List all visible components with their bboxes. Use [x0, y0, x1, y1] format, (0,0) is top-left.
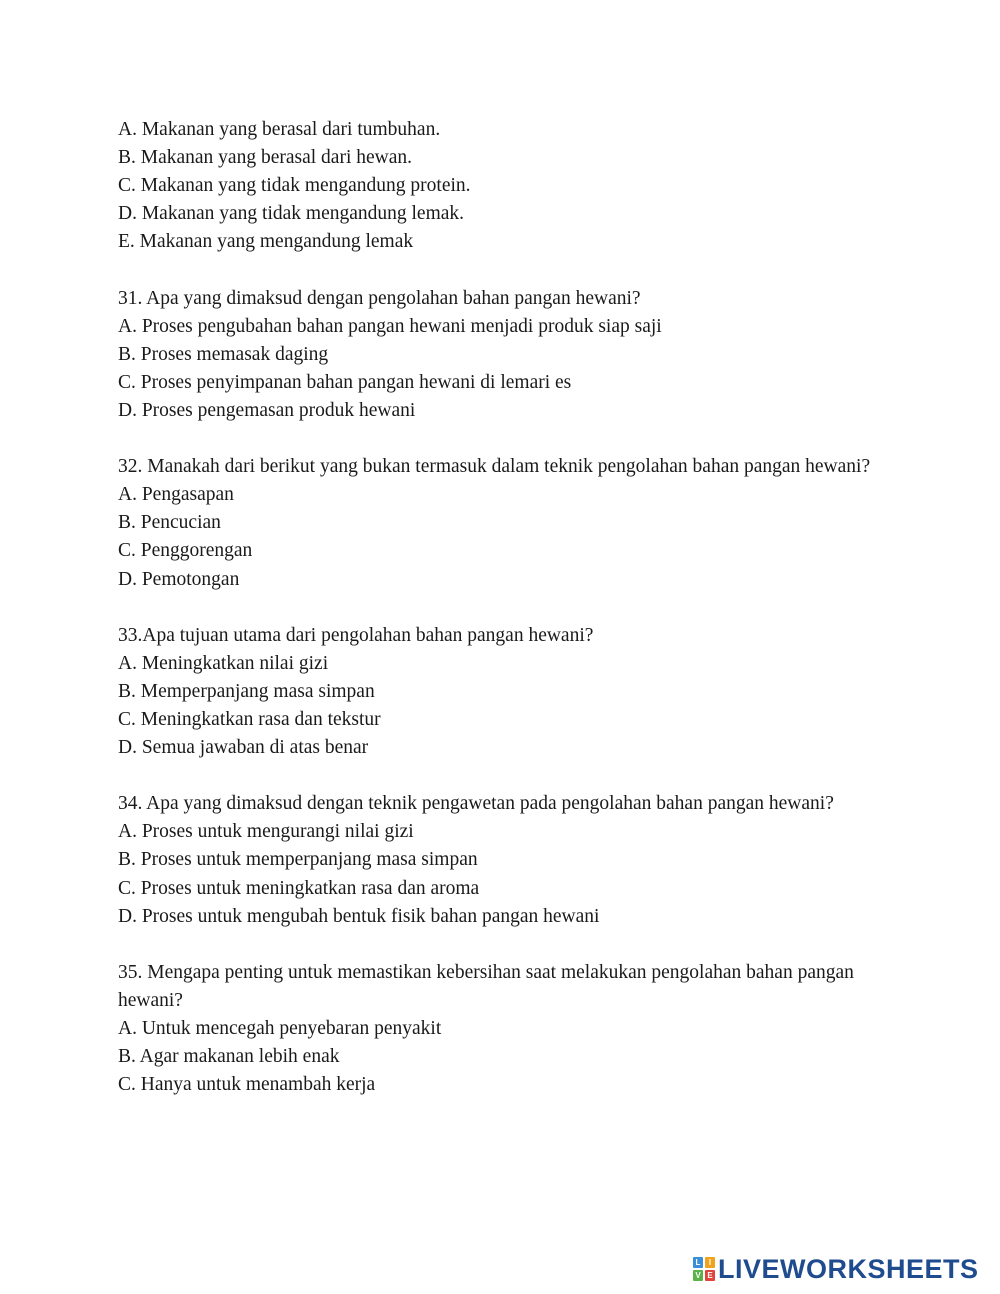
option: C. Hanya untuk menambah kerja: [118, 1074, 376, 1096]
question-text: 31. Apa yang dimaksud dengan pengolahan bahan pangan hewani?: [118, 287, 641, 309]
option: A. Pengasapan: [118, 484, 234, 506]
option: A. Makanan yang berasal dari tumbuhan.: [118, 119, 441, 140]
liveworksheets-logo: [693, 1255, 979, 1283]
question-33: [118, 622, 888, 762]
question-32: [118, 453, 888, 593]
option: D. Proses pengemasan produk hewani: [118, 399, 416, 421]
option: D. Makanan yang tidak mengandung lemak.: [118, 203, 465, 225]
option: C. Makanan yang tidak mengandung protein.: [118, 175, 471, 197]
question-text: 33.Apa tujuan utama dari pengolahan bahan pangan hewani?: [118, 624, 594, 646]
question-35: [118, 959, 888, 1099]
option: A. Proses untuk mengurangi nilai gizi: [118, 821, 414, 843]
prev-question-options: [118, 116, 888, 256]
option: C. Proses untuk meningkatkan rasa dan aroma: [118, 877, 480, 899]
logo-tile-v: V: [693, 1270, 703, 1281]
option: B. Pencucian: [118, 512, 221, 534]
logo-tile-e: E: [705, 1270, 715, 1281]
question-34: [118, 790, 888, 930]
logo-tile-l: L: [693, 1257, 703, 1268]
option: C. Meningkatkan rasa dan tekstur: [118, 708, 381, 730]
option: A. Untuk mencegah penyebaran penyakit: [118, 1018, 442, 1039]
question-text: 35. Mengapa penting untuk memastikan kebersihan saat melakukan pengolahan bahan pangan hewani?: [118, 961, 854, 1011]
option: E. Makanan yang mengandung lemak: [118, 231, 414, 253]
option: D. Semua jawaban di atas benar: [118, 737, 369, 759]
option: A. Meningkatkan nilai gizi: [118, 652, 329, 674]
worksheet-page: [118, 116, 888, 1127]
option: B. Agar makanan lebih enak: [118, 1046, 340, 1068]
option: B. Memperpanjang masa simpan: [118, 680, 375, 702]
logo-text: LIVEWORKSHEETS: [718, 1253, 979, 1284]
option: A. Proses pengubahan bahan pangan hewani menjadi produk siap saji: [118, 315, 662, 337]
option: D. Proses untuk mengubah bentuk fisik bahan pangan hewani: [118, 905, 600, 927]
option: B. Proses untuk memperpanjang masa simpan: [118, 849, 478, 871]
question-31: [118, 285, 888, 425]
option: B. Proses memasak daging: [118, 343, 329, 365]
question-text: 32. Manakah dari berikut yang bukan termasuk dalam teknik pengolahan bahan pangan hewani?: [118, 456, 871, 478]
option: B. Makanan yang berasal dari hewan.: [118, 147, 413, 169]
logo-tiles-icon: [693, 1257, 715, 1281]
question-text: 34. Apa yang dimaksud dengan teknik pengawetan pada pengolahan bahan pangan hewani?: [118, 793, 834, 815]
logo-tile-i: I: [705, 1257, 715, 1268]
option: D. Pemotongan: [118, 568, 240, 590]
option: C. Proses penyimpanan bahan pangan hewani di lemari es: [118, 371, 572, 393]
option: C. Penggorengan: [118, 540, 253, 562]
